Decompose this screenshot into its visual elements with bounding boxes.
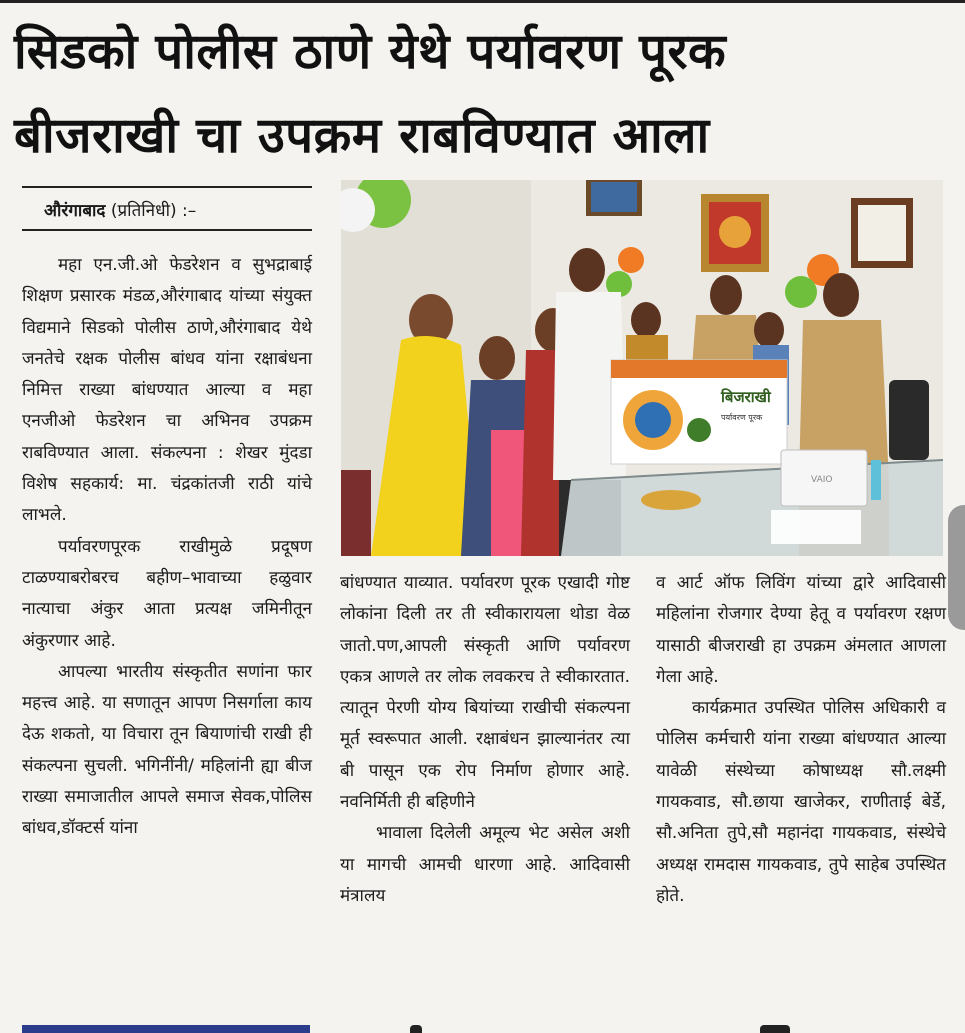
headline-line-2: बीजराखी चा उपक्रम राबविण्यात आला: [14, 107, 710, 164]
paragraph: भावाला दिलेली अमूल्य भेट असेल अशी या मागची आमची धारणा आहे. आदिवासी मंत्रालय: [340, 823, 630, 906]
photo-illustration: [341, 180, 943, 556]
headline-line-1: सिडको पोलीस ठाणे येथे पर्यावरण पूरक: [14, 23, 727, 80]
paragraph: कार्यक्रमात उपस्थित पोलिस अधिकारी व पोलिस कर्मचारी यांना राख्या बांधण्यात आल्या यावेळी संस्थेच्या कोषाध्यक्ष सौ.लक्ष्मी गायकवाड, सौ.छाया खाजेकर, राणीताई बेर्डे, सौ.अनिता तुपे,सौ महानंदा गायकवाड, संस्थेचे अध्यक्ष रामदास गायकवाड, तुपे साहेब उपस्थित होते.: [656, 698, 946, 906]
next-article-fragment: [760, 1025, 790, 1033]
scroll-edge-tab[interactable]: [948, 505, 965, 630]
dateline-block: [22, 186, 312, 231]
article-column-3: [656, 568, 946, 912]
paragraph: व आर्ट ऑफ लिविंग यांच्या द्वारे आदिवासी महिलांना रोजगार देण्या हेतू व पर्यावरण रक्षण यासाठी बीजराखी हा उपक्रम अंमलात आणला गेला आहे.: [656, 573, 946, 687]
next-article-fragment: [410, 1025, 422, 1033]
dateline-bottom-rule: [22, 229, 312, 231]
laptop-brand: VAIO: [811, 475, 833, 485]
top-border-line: [0, 0, 965, 3]
bottom-blue-bar: [22, 1025, 310, 1033]
dateline-place: औरंगाबाद: [44, 201, 106, 221]
dateline: [22, 188, 312, 229]
dateline-byline: (प्रतिनिधी) :–: [105, 201, 197, 221]
paragraph: महा एन.जी.ओ फेडरेशन व सुभद्राबाई शिक्षण प्रसारक मंडळ,औरंगाबाद यांच्या संयुक्त विद्यमाने सिडको पोलीस ठाणे,औरंगाबाद येथे जनतेचे रक्षक पोलीस बांधव यांना रक्षाबंधना निमित्त राख्या बांधण्यात आल्या व महा एनजीओ फेडरेशन चा अभिनव उपक्रम राबविण्यात आला. संकल्पना : शेखर मुंदडा विशेष सहकार्य: मा. चंद्रकांतजी राठी यांचे लाभले.: [22, 255, 312, 526]
paragraph: आपल्या भारतीय संस्कृतीत सणांना फार महत्त्व आहे. या सणातून आपण निसर्गाला काय देऊ शकतो, या विचारा तून बियाणांची राखी ही संकल्पना सुचली. भगिनींनी/ महिलांनी ह्या बीज राख्या समाजातील आपले समाज सेवक,पोलिस बांधव,डॉक्टर्स यांना: [22, 661, 312, 839]
paragraph: पर्यावरणपूरक राखीमुळे प्रदूषण टाळण्याबरोबरच बहीण–भावाच्या हळुवार नात्याचा अंकुर आता प्रत्यक्ष जमिनीतून अंकुरणार आहे.: [22, 536, 312, 651]
article-column-2: [340, 568, 630, 912]
article-headline: [14, 10, 954, 178]
banner-subtitle: पर्यावरण पूरक: [721, 413, 763, 422]
article-column-1: [22, 250, 312, 845]
event-photo: [341, 180, 943, 556]
paragraph: बांधण्यात याव्यात. पर्यावरण पूरक एखादी गोष्ट लोकांना दिली तर ती स्वीकारायला थोडा वेळ जातो.पण,आपली संस्कृती आणि पर्यावरण एकत्र आणले तर लोक लवकरच ते स्वीकारतात. त्यातून पेरणी योग्य बियांच्या राखीची संकल्पना मूर्त स्वरूपात आली. रक्षाबंधन झाल्यानंतर त्या बी पासून एक रोप निर्माण होणार आहे. नवनिर्मिती ही बहिणीने: [340, 573, 630, 813]
banner-title: बिजराखी: [721, 388, 771, 406]
